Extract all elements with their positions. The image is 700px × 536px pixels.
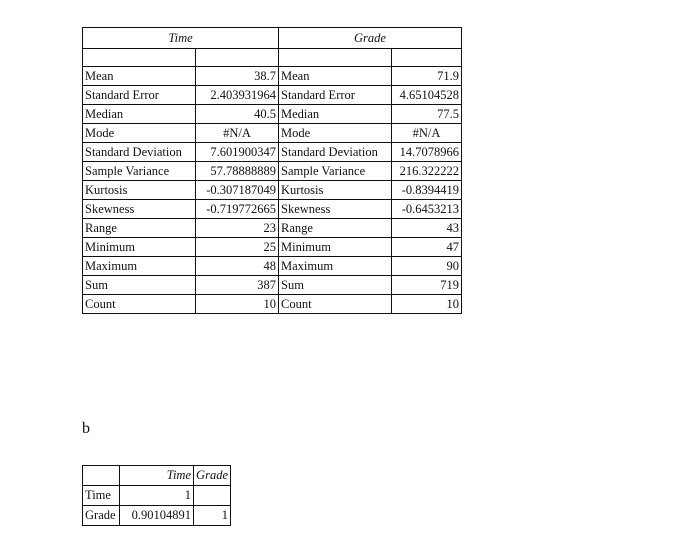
grade-value: 43 <box>392 219 462 238</box>
stat-label: Count <box>279 295 392 314</box>
table-row <box>83 67 462 86</box>
stat-label: Sum <box>83 276 196 295</box>
table-row <box>83 295 462 314</box>
stat-label: Range <box>83 219 196 238</box>
corr-value <box>194 486 231 506</box>
stat-label: Mode <box>83 124 196 143</box>
stat-label: Sum <box>279 276 392 295</box>
stat-label: Maximum <box>83 257 196 276</box>
grade-value: #N/A <box>392 124 462 143</box>
time-value: 387 <box>196 276 279 295</box>
grade-value: 719 <box>392 276 462 295</box>
row-label: Time <box>83 486 120 506</box>
stat-label: Maximum <box>279 257 392 276</box>
table-row <box>83 219 462 238</box>
stat-label: Mode <box>279 124 392 143</box>
time-value: 23 <box>196 219 279 238</box>
time-value: 48 <box>196 257 279 276</box>
time-value: 57.78888889 <box>196 162 279 181</box>
grade-value: 71.9 <box>392 67 462 86</box>
time-value: -0.719772665 <box>196 200 279 219</box>
time-value: 7.601900347 <box>196 143 279 162</box>
table-row <box>83 257 462 276</box>
spacer-row <box>83 49 462 67</box>
time-value: 38.7 <box>196 67 279 86</box>
stat-label: Minimum <box>83 238 196 257</box>
stat-label: Sample Variance <box>279 162 392 181</box>
table-row <box>83 124 462 143</box>
header-grade: Grade <box>279 28 462 49</box>
corr-value: 0.90104891 <box>120 506 194 526</box>
stat-label: Skewness <box>83 200 196 219</box>
grade-value: 10 <box>392 295 462 314</box>
table-row <box>83 181 462 200</box>
stat-label: Median <box>83 105 196 124</box>
header-row <box>83 28 462 49</box>
stat-label: Mean <box>279 67 392 86</box>
time-value: #N/A <box>196 124 279 143</box>
stat-label: Mean <box>83 67 196 86</box>
corner-cell <box>83 466 120 486</box>
table-row <box>83 143 462 162</box>
stat-label: Standard Deviation <box>83 143 196 162</box>
grade-value: -0.8394419 <box>392 181 462 200</box>
section-b-label: b <box>82 420 90 437</box>
stat-label: Kurtosis <box>83 181 196 200</box>
header-row <box>83 466 231 486</box>
table-row <box>83 276 462 295</box>
grade-value: 90 <box>392 257 462 276</box>
corr-value: 1 <box>120 486 194 506</box>
corr-value: 1 <box>194 506 231 526</box>
grade-value: 4.65104528 <box>392 86 462 105</box>
table-row <box>83 86 462 105</box>
table-row <box>83 238 462 257</box>
stat-label: Skewness <box>279 200 392 219</box>
header-time: Time <box>83 28 279 49</box>
stat-label: Range <box>279 219 392 238</box>
header-time: Time <box>120 466 194 486</box>
table-row <box>83 506 231 526</box>
time-value: 2.403931964 <box>196 86 279 105</box>
stat-label: Standard Deviation <box>279 143 392 162</box>
grade-value: 77.5 <box>392 105 462 124</box>
stat-label: Kurtosis <box>279 181 392 200</box>
header-grade: Grade <box>194 466 231 486</box>
stat-label: Minimum <box>279 238 392 257</box>
time-value: 25 <box>196 238 279 257</box>
time-value: 40.5 <box>196 105 279 124</box>
time-value: 10 <box>196 295 279 314</box>
stat-label: Standard Error <box>83 86 196 105</box>
table-row <box>83 105 462 124</box>
stat-label: Standard Error <box>279 86 392 105</box>
descriptive-stats-table <box>82 27 462 314</box>
grade-value: 47 <box>392 238 462 257</box>
stat-label: Sample Variance <box>83 162 196 181</box>
grade-value: 216.322222 <box>392 162 462 181</box>
table-row <box>83 162 462 181</box>
table-row <box>83 200 462 219</box>
stat-label: Median <box>279 105 392 124</box>
correlation-table <box>82 465 231 526</box>
grade-value: 14.7078966 <box>392 143 462 162</box>
stat-label: Count <box>83 295 196 314</box>
table-row <box>83 486 231 506</box>
row-label: Grade <box>83 506 120 526</box>
time-value: -0.307187049 <box>196 181 279 200</box>
grade-value: -0.6453213 <box>392 200 462 219</box>
